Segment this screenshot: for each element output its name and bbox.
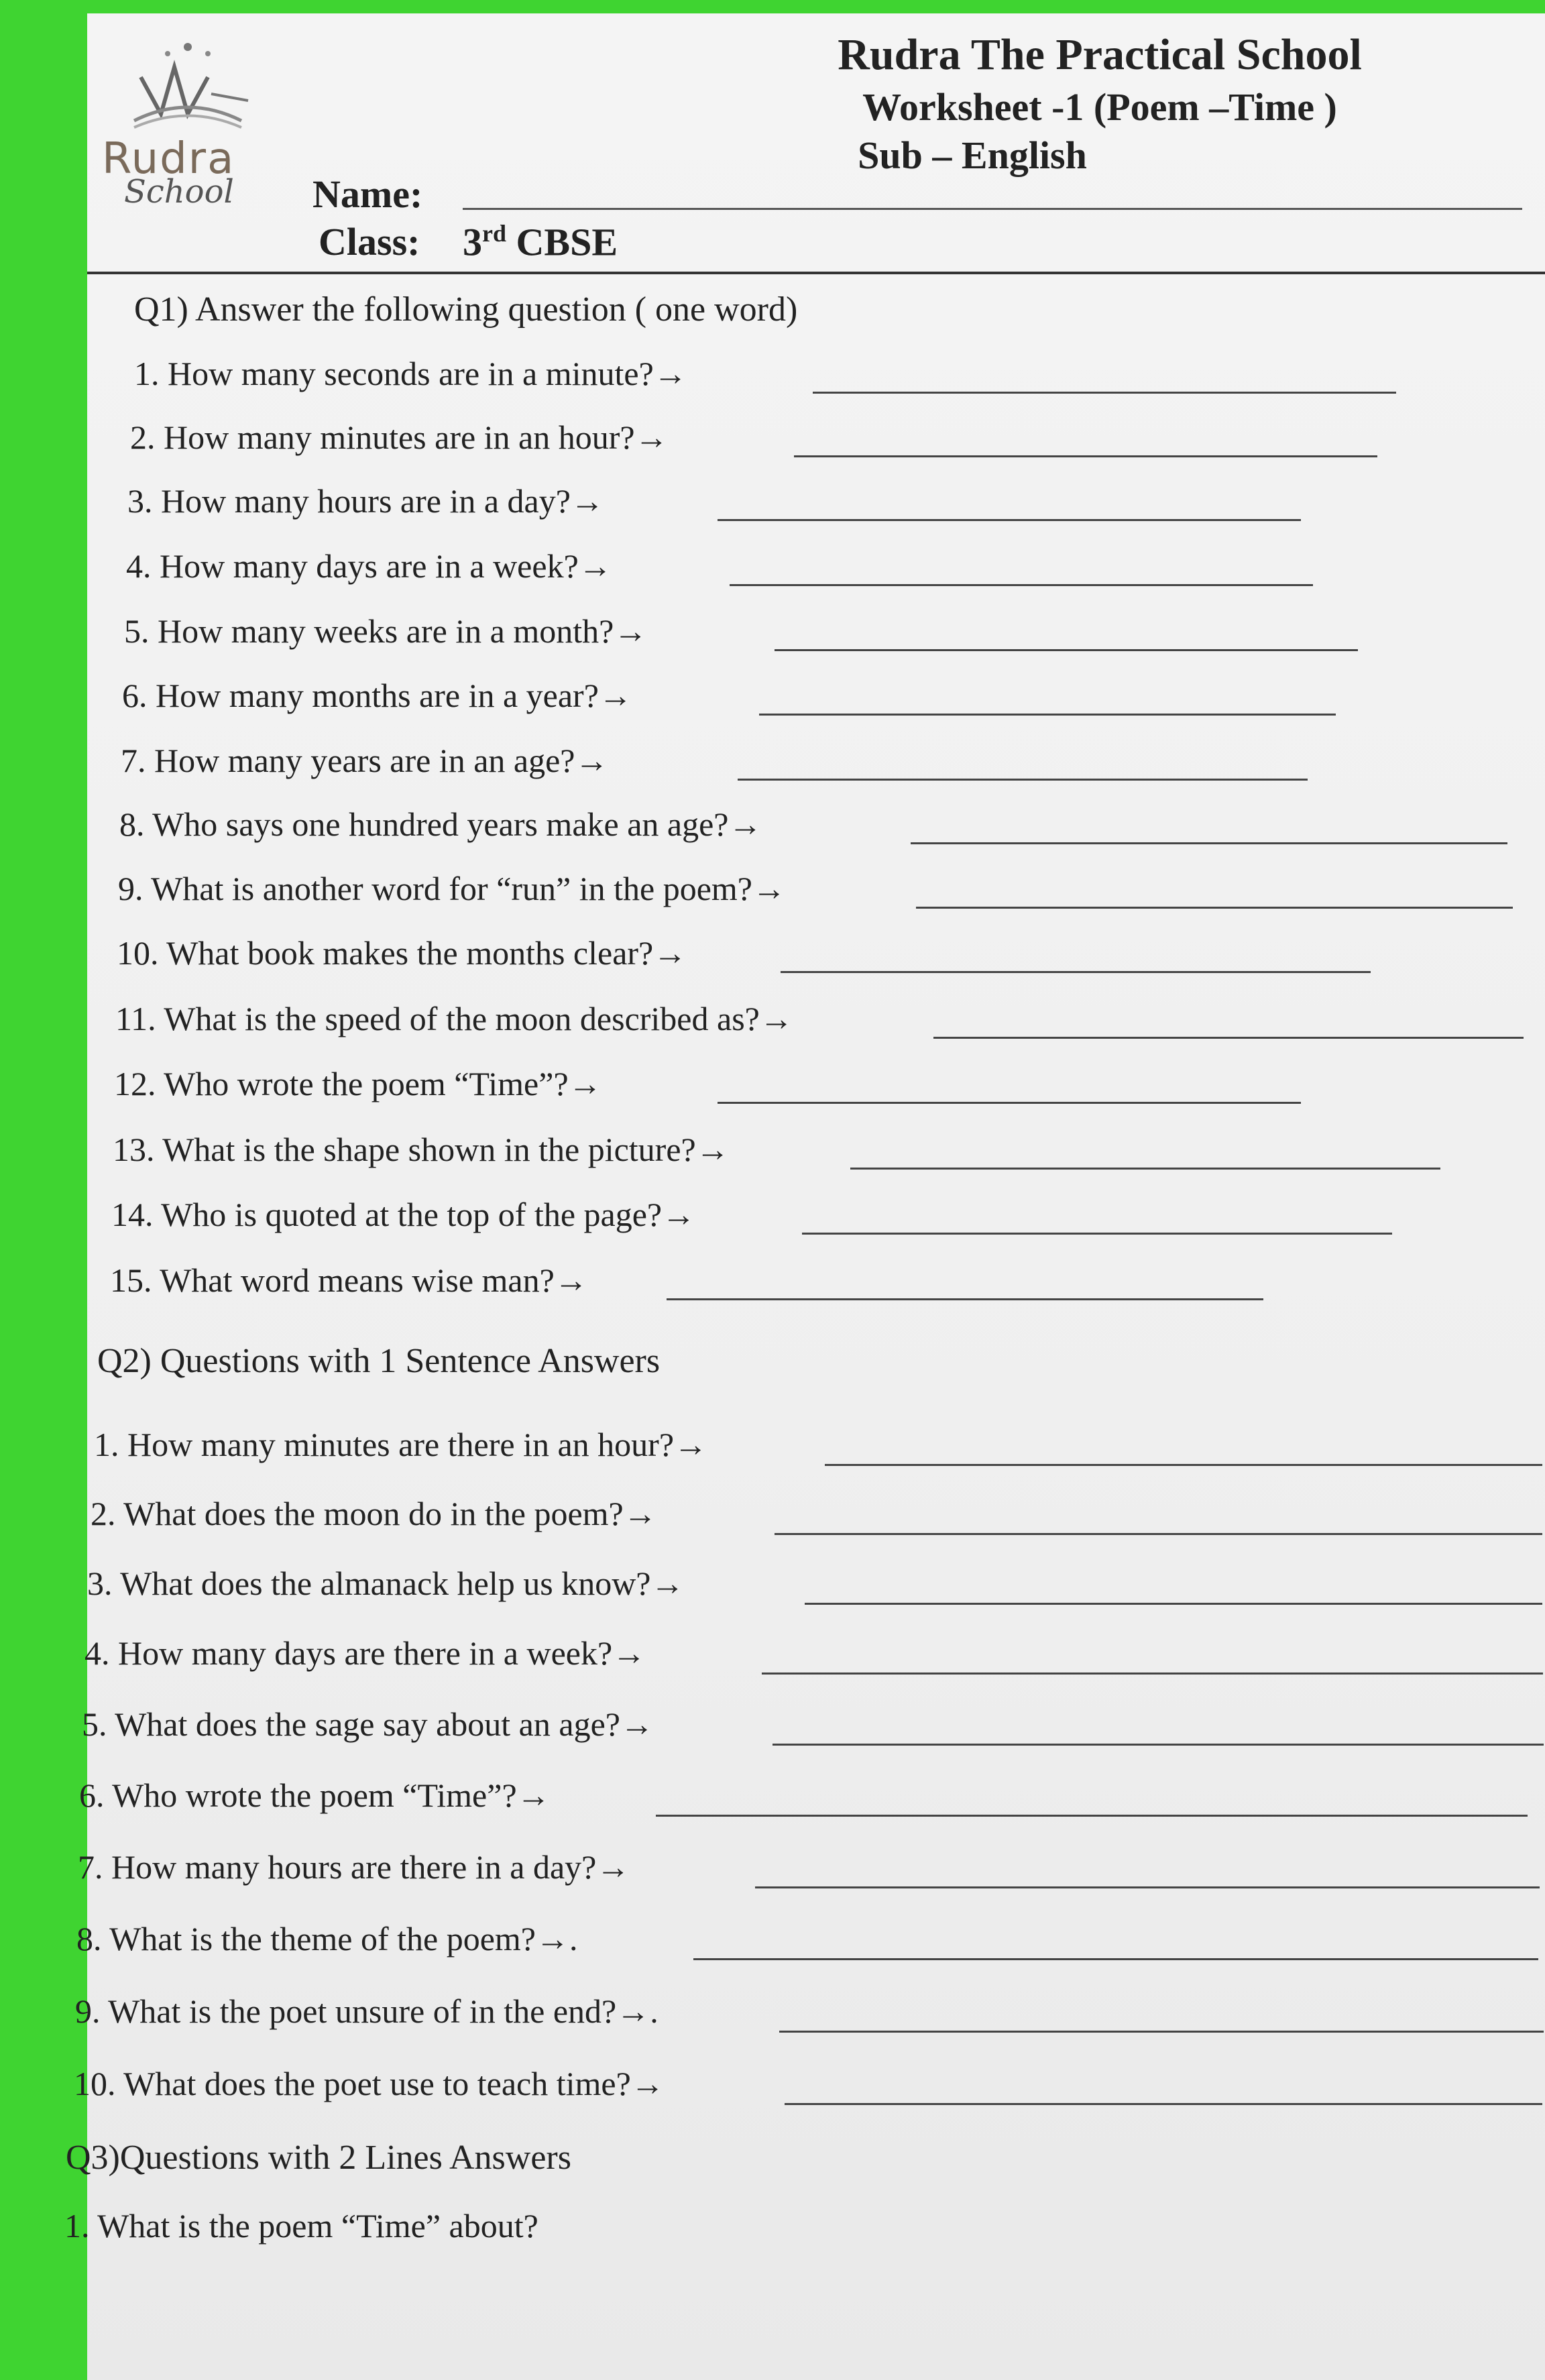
answer-line[interactable]: [779, 2031, 1544, 2033]
class-board: CBSE: [516, 220, 618, 264]
answer-line[interactable]: [755, 1886, 1540, 1888]
q3-item-text: 1. What is the poem “Time” about?: [64, 2207, 538, 2245]
q2-title: Q2) Questions with 1 Sentence Answers: [97, 1342, 661, 1380]
worksheet-title: Worksheet -1 (Poem –Time ): [862, 85, 1337, 129]
q3-title: Q3)Questions with 2 Lines Answers: [66, 2139, 571, 2177]
q2-item-text: 10. What does the poet use to teach time?→: [74, 2065, 665, 2102]
answer-line[interactable]: [825, 1464, 1542, 1466]
subject-label: Sub – English: [858, 133, 1087, 177]
class-ordinal-suffix: rd: [482, 220, 506, 247]
q1-item-text: 14. Who is quoted at the top of the page?→: [111, 1196, 696, 1233]
logo-emblem-icon: [94, 27, 282, 141]
q2-item-text: 1. How many minutes are there in an hour?→: [94, 1426, 708, 1463]
answer-line[interactable]: [656, 1815, 1528, 1817]
q1-item-text: 9. What is another word for “run” in the poem?→: [118, 870, 786, 907]
answer-line[interactable]: [759, 714, 1336, 716]
q1-item-text: 2. How many minutes are in an hour?→: [130, 418, 669, 456]
logo-subtext: School: [124, 173, 234, 211]
logo-wordmark: Rudra: [102, 134, 235, 184]
name-answer-line[interactable]: [463, 208, 1522, 210]
school-logo: [94, 27, 282, 215]
q1-item-text: 12. Who wrote the poem “Time”?→: [114, 1065, 602, 1102]
q1-item-text: 11. What is the speed of the moon described as?→: [115, 1000, 793, 1037]
worksheet-page: [64, 13, 1545, 2380]
q2-item-text: 5. What does the sage say about an age?→: [82, 1705, 654, 1743]
q2-item-text: 6. Who wrote the poem “Time”?→: [79, 1776, 551, 1814]
class-number: 3: [463, 220, 482, 264]
answer-line[interactable]: [813, 392, 1396, 394]
q2-item-text: 8. What is the theme of the poem?→.: [76, 1920, 578, 1958]
answer-line[interactable]: [693, 1958, 1538, 1960]
answer-line[interactable]: [785, 2103, 1542, 2105]
q1-item-text: 7. How many years are in an age?→: [121, 742, 609, 779]
q1-item-text: 5. How many weeks are in a month?→: [124, 612, 648, 650]
q1-item-text: 3. How many hours are in a day?→: [127, 482, 604, 520]
q1-item-text: 15. What word means wise man?→: [110, 1261, 588, 1299]
q2-item-text: 7. How many hours are there in a day?→: [78, 1848, 630, 1886]
answer-line[interactable]: [794, 455, 1377, 457]
q1-item-text: 4. How many days are in a week?→: [126, 547, 612, 585]
q1-item-text: 13. What is the shape shown in the picture?→: [113, 1131, 730, 1168]
answer-line[interactable]: [730, 584, 1313, 586]
q1-item-text: 1. How many seconds are in a minute?→: [134, 355, 687, 392]
class-value: [463, 219, 618, 264]
answer-line[interactable]: [781, 971, 1371, 973]
answer-line[interactable]: [933, 1037, 1524, 1039]
answer-line[interactable]: [850, 1168, 1440, 1170]
answer-line[interactable]: [802, 1233, 1392, 1235]
q2-item-text: 9. What is the poet unsure of in the end?→.: [75, 1992, 659, 2030]
answer-line[interactable]: [762, 1673, 1543, 1675]
answer-line[interactable]: [911, 842, 1507, 844]
answer-line[interactable]: [775, 649, 1358, 651]
q1-title: Q1) Answer the following question ( one word): [134, 290, 798, 329]
q1-item-text: 6. How many months are in a year?→: [122, 677, 632, 714]
q2-item-text: 2. What does the moon do in the poem?→: [91, 1495, 657, 1532]
q1-item-text: 10. What book makes the months clear?→: [117, 934, 687, 972]
answer-line[interactable]: [718, 519, 1301, 521]
answer-line[interactable]: [805, 1603, 1542, 1605]
answer-line[interactable]: [916, 907, 1513, 909]
answer-line[interactable]: [718, 1102, 1301, 1104]
q2-item-text: 4. How many days are there in a week?→: [84, 1634, 646, 1672]
answer-line[interactable]: [667, 1298, 1263, 1300]
name-label: Name:: [312, 172, 423, 216]
class-label: Class:: [319, 220, 420, 264]
answer-line[interactable]: [772, 1744, 1544, 1746]
q2-item-text: 3. What does the almanack help us know?→: [87, 1565, 685, 1602]
answer-line[interactable]: [738, 779, 1308, 781]
school-name: Rudra The Practical School: [838, 30, 1362, 79]
q1-item-text: 8. Who says one hundred years make an age?→: [119, 805, 762, 843]
header-divider: [87, 272, 1545, 274]
answer-line[interactable]: [775, 1533, 1542, 1535]
